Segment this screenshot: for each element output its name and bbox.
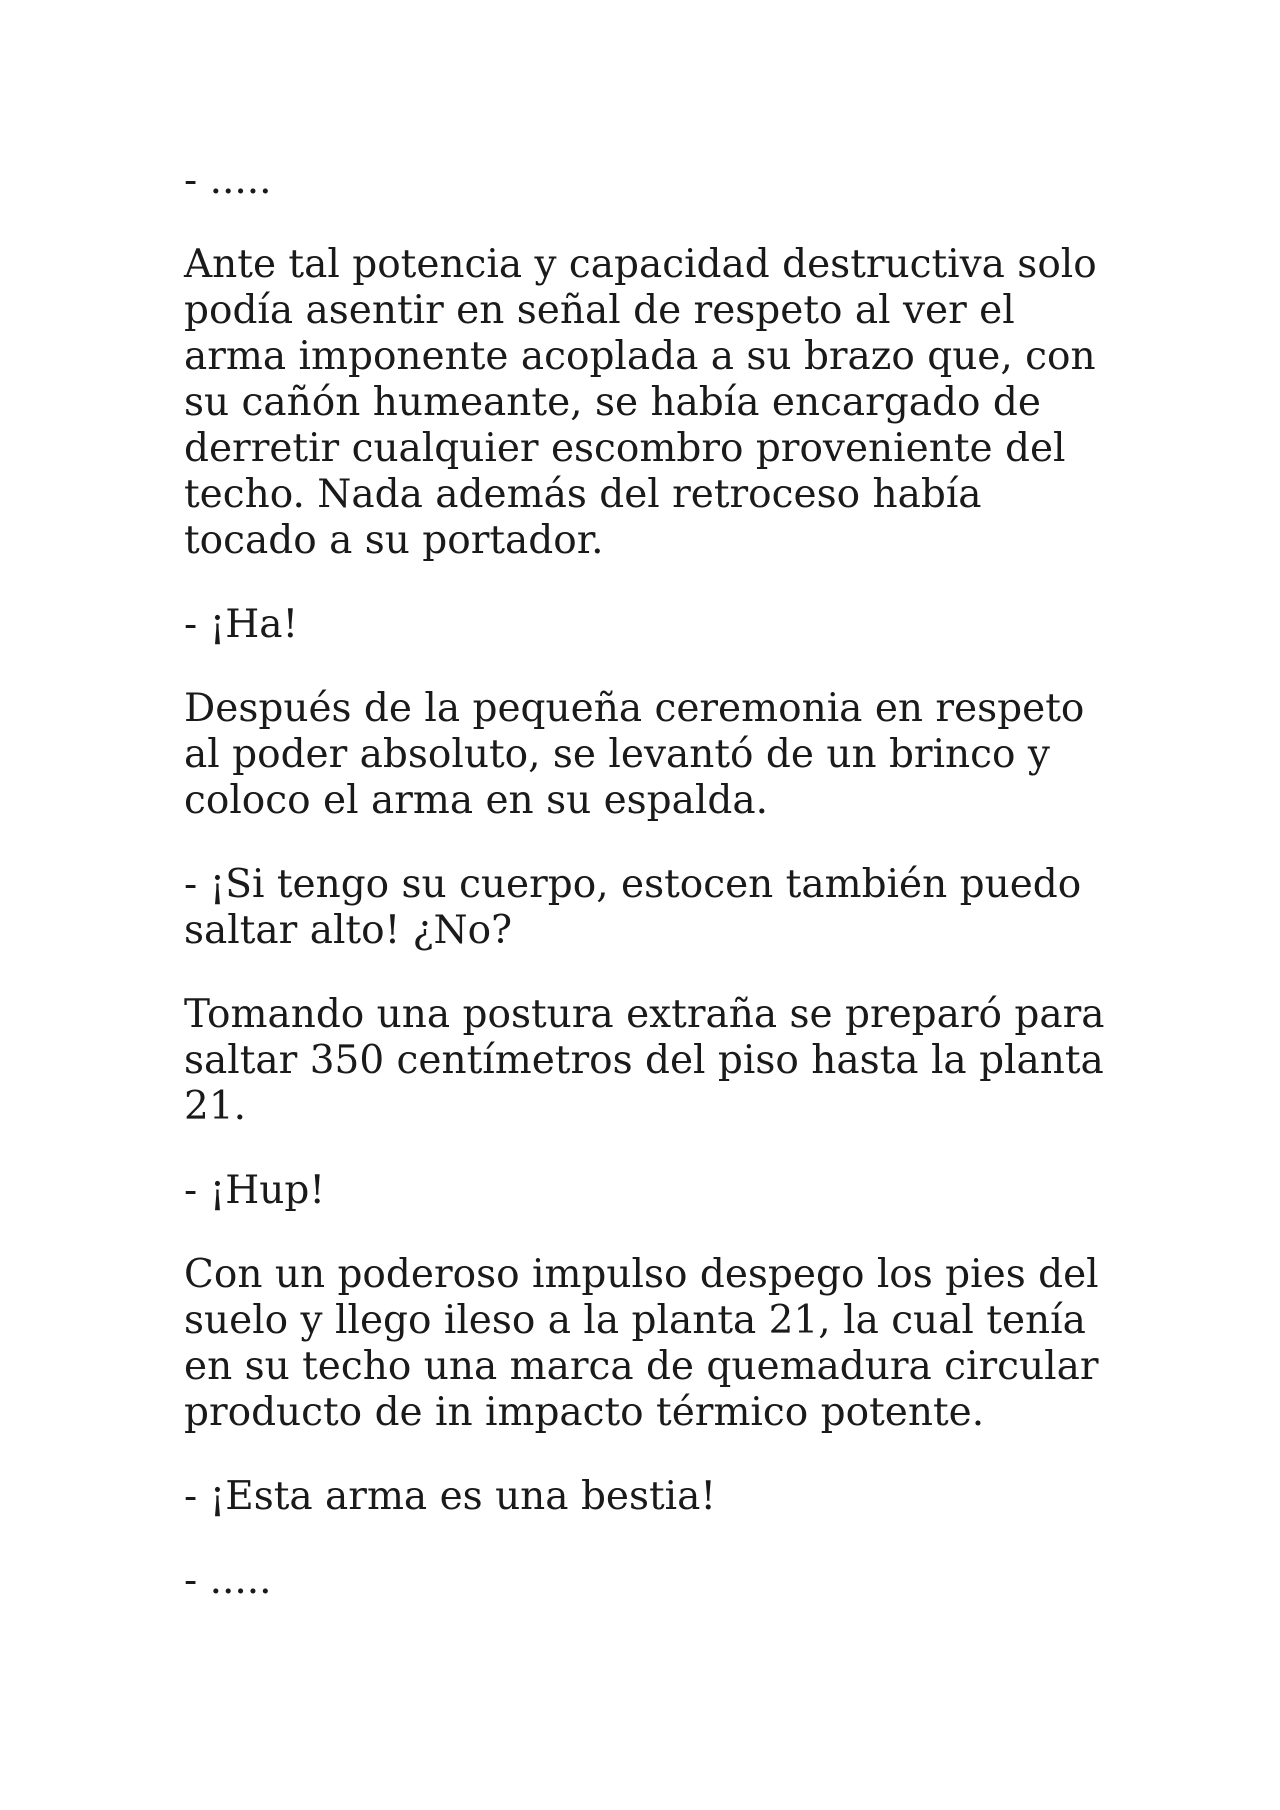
paragraph-narration: Después de la pequeña ceremonia en respeto al poder absoluto, se levantó de un brinco y coloco el arma en su espalda. bbox=[184, 686, 1085, 823]
paragraph-narration: Tomando una postura extraña se preparó para saltar 350 centímetros del piso hasta la planta 21. bbox=[184, 992, 1105, 1129]
document-body bbox=[184, 158, 1124, 1642]
paragraph-dialogue: - ..... bbox=[184, 1558, 272, 1603]
paragraph-dialogue: - ¡Ha! bbox=[184, 602, 299, 647]
paragraph-dialogue: - ¡Si tengo su cuerpo, estocen también puedo saltar alto! ¿No? bbox=[184, 862, 1082, 953]
paragraph-dialogue: - ¡Hup! bbox=[184, 1168, 326, 1213]
paragraph-dialogue: - ¡Esta arma es una bestia! bbox=[184, 1474, 717, 1519]
paragraph-narration: Ante tal potencia y capacidad destructiva solo podía asentir en señal de respeto al ver el arma imponente acoplada a su brazo que, con su cañón humeante, se había encargado de derretir cualquier escombro proveniente del techo. Nada además del retroceso había tocado a su portador. bbox=[184, 242, 1097, 563]
paragraph-narration: Con un poderoso impulso despego los pies del suelo y llego ileso a la planta 21, la cual tenía en su techo una marca de quemadura circular producto de in impacto térmico potente. bbox=[184, 1252, 1099, 1435]
paragraph-dialogue: - ..... bbox=[184, 158, 272, 203]
